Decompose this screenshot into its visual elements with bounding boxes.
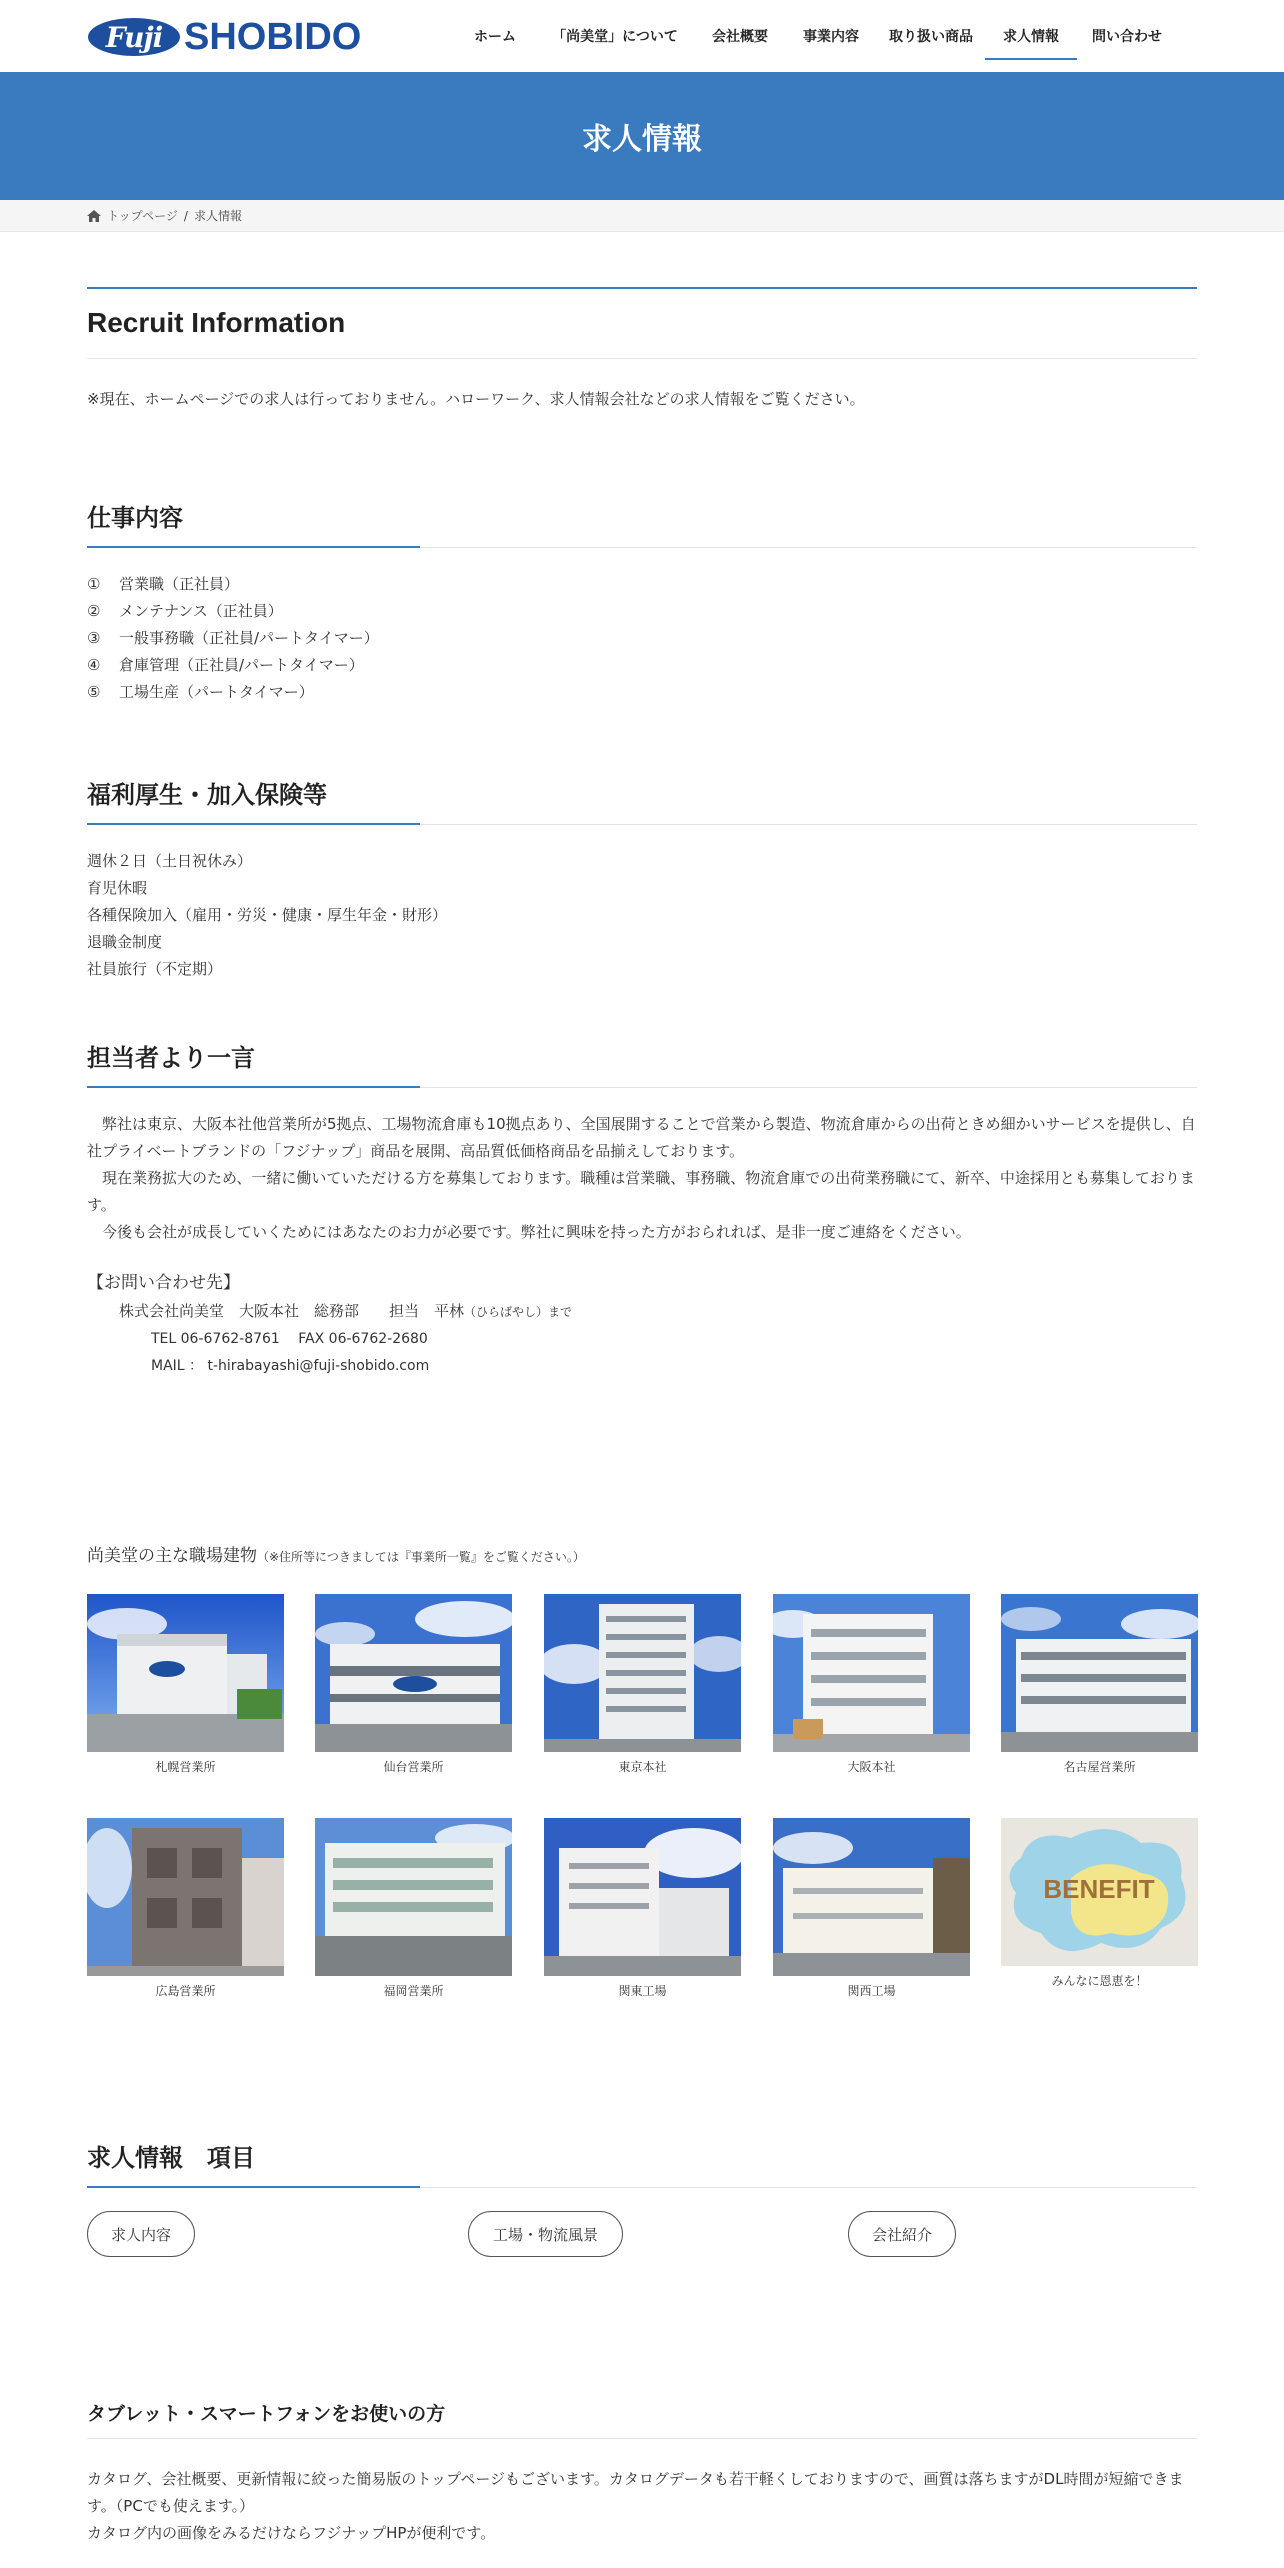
- list-item: 各種保険加入（雇用・労災・健康・厚生年金・財形）: [87, 906, 448, 924]
- list-item-number: ①: [87, 575, 101, 593]
- nav-item-about[interactable]: 「尚美堂」について: [552, 29, 678, 45]
- site-header: [0, 0, 1284, 72]
- building-caption: 名古屋営業所: [1063, 1760, 1136, 1774]
- building-caption: 大阪本社: [847, 1760, 896, 1774]
- list-item: [87, 625, 1197, 652]
- nav-item-recruit[interactable]: 求人情報: [985, 0, 1077, 72]
- factory-logistics-button[interactable]: 工場・物流風景: [468, 2211, 623, 2257]
- page-hero: [0, 72, 1284, 200]
- building-card[interactable]: [544, 1818, 741, 1999]
- building-caption: 東京本社: [618, 1760, 667, 1774]
- message-paragraph: 弊社は東京、大阪本社他営業所が5拠点、工場物流倉庫も10拠点あり、全国展開することで営業から製造、物流倉庫からの出荷ときめ細かいサービスを提供し、自社プライベートブランドの「フジナップ」商品を展開、高品質低価格商品を品揃えしております。: [87, 1115, 1196, 1160]
- building-caption: 札幌営業所: [155, 1760, 216, 1774]
- building-photo: [315, 1594, 512, 1752]
- building-card[interactable]: [773, 1594, 970, 1775]
- jobs-list: [87, 571, 1197, 706]
- list-item: [87, 652, 1197, 679]
- list-item-number: ②: [87, 602, 101, 620]
- jobs-heading: 仕事内容: [87, 498, 1197, 548]
- building-photo: [544, 1818, 741, 1976]
- nav-item-products[interactable]: 取り扱い商品: [889, 29, 973, 45]
- message-heading: 担当者より一言: [87, 1038, 1197, 1088]
- tablet-heading: タブレット・スマートフォンをお使いの方: [87, 2399, 1197, 2439]
- home-icon: [87, 210, 101, 222]
- list-item-text: 工場生産（パートタイマー）: [119, 683, 314, 701]
- tablet-body: [87, 2466, 1197, 2547]
- message-paragraph: 今後も会社が成長していくためにはあなたのお力が必要です。弊社に興味を持った方がおられれば、是非一度ご連絡をください。: [87, 1223, 971, 1241]
- contact-company-text: 株式会社尚美堂 大阪本社 総務部 担当 平林: [119, 1302, 465, 1320]
- building-photo: [544, 1594, 741, 1752]
- building-card[interactable]: [1001, 1594, 1198, 1775]
- nav-item-home[interactable]: ホーム: [474, 29, 516, 45]
- buildings-title: 尚美堂の主な職場建物: [87, 1546, 257, 1566]
- nav-item-contact[interactable]: 問い合わせ: [1092, 29, 1162, 45]
- building-photo: [87, 1818, 284, 1976]
- building-photo: [87, 1594, 284, 1752]
- recruit-info-title: Recruit Information: [87, 287, 1197, 359]
- building-card[interactable]: [315, 1594, 512, 1775]
- breadcrumb: [0, 200, 1284, 232]
- recruit-items-heading: 求人情報 項目: [87, 2138, 1197, 2188]
- list-item: 退職金制度: [87, 933, 163, 951]
- buildings-heading: [87, 1541, 1197, 1566]
- site-logo[interactable]: [88, 16, 361, 58]
- benefit-card[interactable]: [1001, 1818, 1198, 1989]
- breadcrumb-home-link[interactable]: トップページ: [107, 209, 178, 223]
- building-caption: 福岡営業所: [383, 1984, 444, 1998]
- contact-block: [87, 1268, 1197, 1379]
- list-item-text: メンテナンス（正社員）: [119, 602, 283, 620]
- building-card[interactable]: [544, 1594, 741, 1775]
- list-item: 育児休暇: [87, 879, 148, 897]
- building-photo: [315, 1818, 512, 1976]
- benefit-sign-text: BENEFIT: [1043, 1874, 1155, 1904]
- company-intro-button[interactable]: 会社紹介: [848, 2211, 956, 2257]
- list-item: [87, 679, 1197, 706]
- contact-reading: （ひらばやし）まで: [464, 1305, 573, 1319]
- contact-company: [87, 1298, 1197, 1325]
- building-caption: 仙台営業所: [383, 1760, 444, 1774]
- building-card[interactable]: [87, 1594, 284, 1775]
- nav-item-business[interactable]: 事業内容: [803, 29, 859, 45]
- main-nav: [455, 0, 1177, 72]
- list-item-text: 倉庫管理（正社員/パートタイマー）: [119, 656, 364, 674]
- logo-badge: Fuji: [88, 18, 180, 56]
- list-item: [87, 571, 1197, 598]
- contact-heading: 【お問い合わせ先】: [87, 1273, 240, 1293]
- breadcrumb-current: 求人情報: [193, 209, 242, 223]
- building-photo: [773, 1818, 970, 1976]
- building-caption: 広島営業所: [155, 1984, 216, 1998]
- list-item-number: ④: [87, 656, 101, 674]
- list-item-text: 一般事務職（正社員/パートタイマー）: [119, 629, 379, 647]
- list-item-text: 営業職（正社員）: [119, 575, 240, 593]
- message-paragraph: 現在業務拡大のため、一緒に働いていただける方を募集しております。職種は営業職、事務職、物流倉庫での出荷業務職にて、新卒、中途採用とも募集しております。: [87, 1169, 1195, 1214]
- building-card[interactable]: [315, 1818, 512, 1999]
- welfare-list: [87, 848, 1197, 983]
- list-item: 社員旅行（不定期）: [87, 960, 223, 978]
- welfare-heading: 福利厚生・加入保険等: [87, 775, 1197, 825]
- contact-mail[interactable]: MAIL ： t-hirabayashi@fuji-shobido.com: [151, 1358, 430, 1374]
- list-item-number: ⑤: [87, 683, 101, 701]
- building-photo: [1001, 1594, 1198, 1752]
- benefit-sign-image: [1001, 1818, 1198, 1966]
- logo-text: SHOBIDO: [184, 16, 362, 58]
- building-caption: 関東工場: [618, 1984, 667, 1998]
- recruit-notice: ※現在、ホームページでの求人は行っておりません。ハローワーク、求人情報会社などの求人情報をご覧ください。: [87, 390, 865, 408]
- building-card[interactable]: [87, 1818, 284, 1999]
- list-item: 週休２日（土日祝休み）: [87, 852, 253, 870]
- building-caption: 関西工場: [847, 1984, 896, 1998]
- buildings-note: （※住所等につきましては『事業所一覧』をご覧ください。）: [257, 1550, 585, 1564]
- breadcrumb-separator: /: [183, 208, 188, 223]
- message-body: [87, 1111, 1197, 1246]
- contact-tel: TEL 06-6762-8761 FAX 06-6762-2680: [151, 1331, 428, 1347]
- page-title: 求人情報: [582, 122, 702, 157]
- job-details-button[interactable]: 求人内容: [87, 2211, 195, 2257]
- nav-item-company[interactable]: 会社概要: [712, 29, 768, 45]
- building-card[interactable]: [773, 1818, 970, 1999]
- list-item-number: ③: [87, 629, 101, 647]
- benefit-caption: みんなに恩恵を！: [1051, 1974, 1148, 1988]
- tablet-paragraph: カタログ、会社概要、更新情報に絞った簡易版のトップページもございます。カタログデータも若干軽くしておりますので、画質は落ちますがDL時間が短縮できます。（PCでも使えます。）: [87, 2470, 1184, 2515]
- building-photo: [773, 1594, 970, 1752]
- list-item: [87, 598, 1197, 625]
- tablet-paragraph: カタログ内の画像をみるだけならフジナップHPが便利です。: [87, 2524, 496, 2542]
